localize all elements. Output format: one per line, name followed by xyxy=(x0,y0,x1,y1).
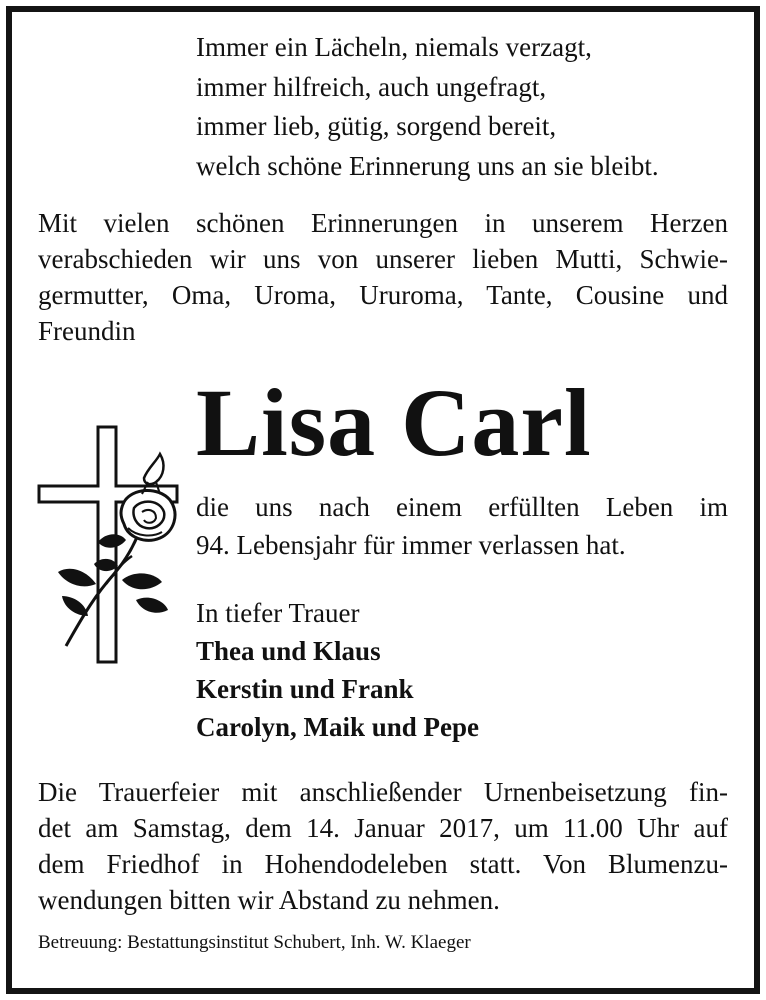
mourners-block xyxy=(196,594,736,746)
mourner-names: Carolyn, Maik und Pepe xyxy=(196,712,480,742)
intro-line: germutter, Oma, Uroma, Ururoma, Tante, Cousine und xyxy=(38,280,728,310)
death-notice-line: 94. Lebensjahr für immer verlassen hat. xyxy=(196,530,626,560)
poem-line: immer hilfreich, auch ungefragt, xyxy=(196,71,547,102)
memorial-poem xyxy=(196,28,736,186)
intro-line: Freundin xyxy=(38,316,136,346)
service-line: wendungen bitten wir Abstand zu nehmen. xyxy=(38,885,500,915)
intro-line: verabschieden wir uns von unserer lieben Mutti, Schwie- xyxy=(38,244,728,274)
service-line: det am Samstag, dem 14. Januar 2017, um 11.00 Uhr auf xyxy=(38,813,728,843)
death-notice xyxy=(196,488,728,564)
service-line: Die Trauerfeier mit anschließender Urnenbeisetzung fin- xyxy=(38,777,728,807)
poem-line: welch schöne Erinnerung uns an sie bleibt. xyxy=(196,150,659,181)
funeral-home-credit: Betreuung: Bestattungsinstitut Schubert, Inh. W. Klaeger xyxy=(38,932,471,953)
mourner-names: Kerstin und Frank xyxy=(196,674,414,704)
cross-with-rose-icon xyxy=(36,424,186,666)
death-notice-line: die uns nach einem erfüllten Leben im xyxy=(196,492,728,522)
poem-line: Immer ein Lächeln, niemals verzagt, xyxy=(196,32,592,62)
funeral-service-info xyxy=(38,774,728,918)
mourning-label: In tiefer Trauer xyxy=(196,598,360,628)
deceased-name: Lisa Carl xyxy=(196,369,592,476)
mourner-names: Thea und Klaus xyxy=(196,636,381,666)
poem-line: immer lieb, gütig, sorgend bereit, xyxy=(196,111,557,141)
service-line: dem Friedhof in Hohendodeleben statt. Von Blumenzu- xyxy=(38,849,728,879)
intro-line: Mit vielen schönen Erinnerungen in unserem Herzen xyxy=(38,208,728,238)
intro-paragraph xyxy=(38,205,728,349)
